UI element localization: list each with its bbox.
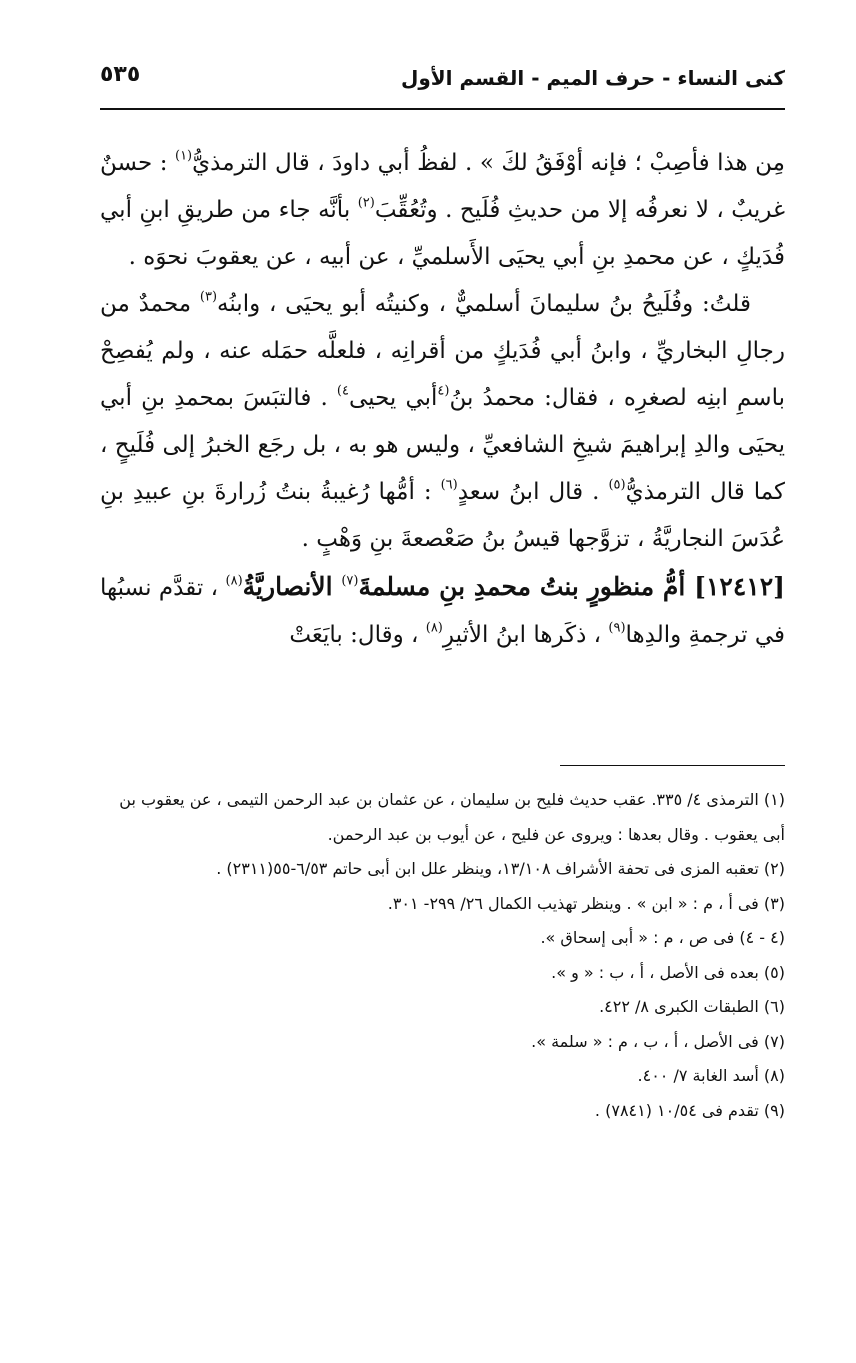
footnote: (٩) تقدم فى ١٠/٥٤ (٧٨٤١) .	[594, 1100, 785, 1120]
main-text	[100, 140, 785, 659]
text-run: محمدٌ من رجالِ البخاريِّ ، وابنُ أبي فُدَيكٍ من أقرانِه ، فلعلَّه حمَله عنه ، ولم يُفصِحْ باسمِ ابنِه لصغرِه ، فقال: محمدُ بنُ	[100, 291, 785, 411]
footnote-ref: ٤)	[336, 383, 349, 399]
footnote-ref: (٧)	[341, 573, 359, 589]
text-run: بأنَّه جاء من طريقِ ابنِ أبي فُدَيكٍ ، عن محمدِ بنِ أبي يحيَى الأَسلميِّ ، عن أبيه ، عن يعقوبَ نحوَه .	[100, 197, 785, 270]
text-run: ، وقال: بايَعَتْ	[289, 622, 426, 648]
footnote-ref: (٨)	[225, 573, 243, 589]
page-number: ٥٣٥	[100, 62, 141, 87]
footnote: (٣) فى أ ، م : « ابن » . وينظر تهذيب الكمال ٢٦/ ٢٩٩- ٣٠١.	[387, 893, 785, 913]
text-run: . قال ابنُ سعدٍ	[457, 479, 609, 505]
running-title: كنى النساء - حرف الميم - القسم الأول	[400, 66, 785, 90]
footnote-ref: (٨)	[425, 620, 443, 636]
footnote-ref: (٤	[437, 383, 450, 399]
footnote: (٤ - ٤) فى ص ، م : « أبى إسحاق ».	[540, 928, 785, 947]
footnote: (٧) فى الأصل ، أ ، ب ، م : « سلمة ».	[531, 1031, 785, 1051]
footnote-ref: (١)	[174, 148, 193, 164]
text-run: أبي يحيى	[348, 385, 438, 411]
footnote-ref: (٩)	[608, 620, 626, 636]
footnote: (٨) أسد الغابة ٧/ ٤٠٠.	[637, 1066, 785, 1085]
paragraph-1	[100, 140, 785, 281]
footnote-separator	[560, 765, 785, 766]
entry-heading: [١٢٤١٢] أمُّ منظورٍ بنتُ محمدِ بنِ مسلمةَ	[358, 572, 785, 601]
text-run: قلتُ: وفُلَيحُ بنُ سليمانَ أسلميٌّ ، وكنيتُه أبو يحيَى ، وابنُه	[217, 291, 751, 317]
footnote-ref: (٢)	[357, 195, 375, 211]
paragraph-2	[100, 281, 785, 563]
entry-heading: الأنصاريَّةُ	[242, 572, 342, 601]
footnotes	[100, 783, 785, 1128]
text-run: ، ذكَرها ابنُ الأثيرِ	[442, 622, 609, 648]
text-run: : أمُّها رُغيبةُ بنتُ زُرارةَ بنِ عبيدِ بنِ عُدَسَ النجاريَّةُ ، تزوَّجها قيسُ بنُ صَعْصعةَ بنِ وَهْبٍ .	[100, 479, 785, 552]
page-header	[100, 60, 785, 110]
footnote: (٥) بعده فى الأصل ، أ ، ب : « و ».	[551, 962, 785, 982]
footnote: (٦) الطبقات الكبرى ٨/ ٤٢٢.	[599, 997, 785, 1016]
text-run: ، تقدَّم نسبُها في ترجمةِ والدِها	[100, 575, 785, 648]
footnote: (٢) تعقبه المزى فى تحفة الأشراف ١٣/١٠٨، وينظر علل ابن أبى حاتم ٦/٥٣-٥٥(٢٣١١) .	[216, 859, 785, 878]
text-run: . فالتبَسَ بمحمدِ بنِ أبي يحيَى والدِ إبراهيمَ شيخِ الشافعيِّ ، وليس هو به ، بل رجَع الخبرُ إلى فُلَيحٍ ، كما قال الترمذيُّ	[100, 385, 785, 505]
text-run: مِن هذا فأصِبْ ؛ فإنه أوْفَقُ لكَ » . لفظُ أبي داودَ ، قال الترمذيُّ	[192, 150, 785, 176]
footnote-ref: (٥)	[608, 477, 626, 493]
text-run: : حسنٌ غريبٌ ، لا نعرفُه إلا من حديثِ فُلَيح . وتُعُقِّبَ	[100, 150, 786, 223]
entry-paragraph	[100, 563, 785, 659]
footnote-ref: (٦)	[440, 477, 458, 493]
footnote-ref: (٣)	[199, 289, 218, 305]
footnote: (١) الترمذى ٤/ ٣٣٥. عقب حديث فليح بن سليمان ، عن عثمان بن عبد الرحمن التيمى ، عن يعقوب بن أبى يعقوب . وقال بعدها : ويروى عن فليح ، عن أيوب بن عبد الرحمن.	[119, 790, 785, 844]
